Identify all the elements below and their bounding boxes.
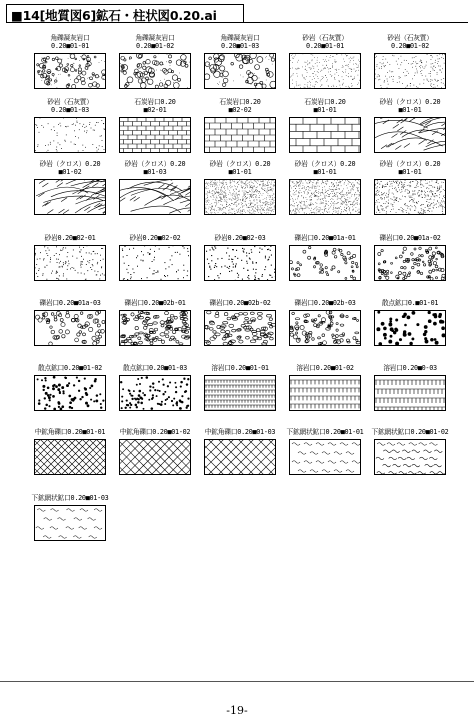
stipple-coarse-pattern-swatch <box>374 179 446 215</box>
pattern-swatch-cell <box>30 420 110 480</box>
pattern-label: 下鉱網状鉱口0.20■01-01 <box>286 428 364 436</box>
pattern-swatch-cell <box>115 160 195 220</box>
pattern-swatch-cell <box>370 291 450 351</box>
pattern-swatch-cell <box>285 356 365 416</box>
pattern-swatch-cell <box>115 98 195 158</box>
pattern-swatch-cell <box>200 291 280 351</box>
pattern-swatch-cell <box>200 34 280 94</box>
pattern-swatch-cell <box>30 356 110 416</box>
pattern-label: 砂岩（石灰質） <box>387 34 433 42</box>
stipple-medium-pattern-swatch <box>289 179 361 215</box>
sand-fine-alt-pattern-swatch <box>374 53 446 89</box>
pattern-code: ■01-01 <box>313 106 337 114</box>
pattern-code: ■02-02 <box>228 106 252 114</box>
pattern-code: ■01-01 <box>398 106 422 114</box>
pattern-swatch-cell <box>115 291 195 351</box>
pattern-label: 礫岩口0.20■02b-03 <box>294 299 356 307</box>
pattern-code: 0.20■01-03 <box>51 106 89 114</box>
pattern-code: ■01-01 <box>398 168 422 176</box>
pattern-label: 角礫凝灰岩口 <box>135 34 175 42</box>
pattern-label: 砂岩0.20■02-02 <box>129 234 181 242</box>
pattern-swatch-cell <box>200 226 280 286</box>
pattern-code: ■01-01 <box>228 168 252 176</box>
pattern-label: 石炭岩口0.20 <box>219 98 261 106</box>
crosshatch-fine-pattern-swatch <box>34 439 106 475</box>
pebbles-mixed-pattern-swatch <box>289 310 361 346</box>
conglomerate-small-pattern-swatch <box>34 53 106 89</box>
pebbles-circles-pattern-swatch <box>34 310 106 346</box>
pattern-swatch-cell <box>115 34 195 94</box>
pebbles-dense-pattern-swatch <box>374 245 446 281</box>
dots-small-pattern-swatch <box>34 245 106 281</box>
pattern-label: 砂岩（クロス）0.20 <box>124 160 186 168</box>
pattern-code: ■01-01 <box>313 168 337 176</box>
pattern-label: 砂岩（クロス）0.20 <box>39 160 101 168</box>
page-number: -19- <box>226 704 248 717</box>
pattern-swatch-cell <box>370 160 450 220</box>
pattern-swatch-cell <box>370 226 450 286</box>
pattern-label: 礫岩口0.20■02b-01 <box>124 299 186 307</box>
pebbles-small-pattern-swatch <box>289 245 361 281</box>
pattern-label: 中鉱角礫口0.20■01-01 <box>34 428 106 436</box>
pattern-label: 礫岩口0.20■01a-03 <box>39 299 101 307</box>
pattern-label: 散点鉱口0.■01-01 <box>381 299 439 307</box>
pattern-swatch-cell <box>30 160 110 220</box>
brick-medium-pattern-swatch <box>204 117 276 153</box>
tick-rows-offset-pattern-swatch <box>374 375 446 411</box>
pattern-swatch-cell <box>200 420 280 480</box>
cross-bedded-sparse-pattern-swatch <box>119 179 191 215</box>
pattern-label: 溶岩口0.20■01-02 <box>296 364 354 372</box>
pattern-label: 中鉱角礫口0.20■01-02 <box>119 428 191 436</box>
document-title: ■14[地質図6]鉱石・柱状図0.20.ai <box>11 8 217 23</box>
pattern-swatch-cell <box>200 356 280 416</box>
sand-sparse-pattern-swatch <box>34 117 106 153</box>
pattern-code: ■02-01 <box>143 106 167 114</box>
pattern-label: 下鉱網状鉱口0.20■01-02 <box>371 428 449 436</box>
pebbles-oval-pattern-swatch <box>204 310 276 346</box>
pattern-label: 砂岩（石灰質） <box>302 34 348 42</box>
pattern-label: 散点鉱口0.20■01-02 <box>38 364 102 372</box>
pattern-code: 0.20■01-02 <box>391 42 429 50</box>
pattern-label: 砂岩（石灰質） <box>47 98 93 106</box>
conglomerate-medium-pattern-swatch <box>119 53 191 89</box>
dots-medium-pattern-swatch <box>204 245 276 281</box>
crosshatch-coarse-pattern-swatch <box>204 439 276 475</box>
pattern-label: 砂岩（クロス）0.20 <box>379 98 441 106</box>
wave-marks-pattern-swatch <box>289 439 361 475</box>
sand-fine-pattern-swatch <box>289 53 361 89</box>
black-dots-dense-pattern-swatch <box>119 375 191 411</box>
black-dots-large-pattern-swatch <box>374 310 446 346</box>
pattern-swatch-cell <box>30 34 110 94</box>
pattern-label: 砂岩0.20■02-01 <box>44 234 96 242</box>
pattern-swatch-cell <box>115 356 195 416</box>
pattern-swatch-cell <box>115 226 195 286</box>
black-dots-medium-pattern-swatch <box>34 375 106 411</box>
dots-sparse-pattern-swatch <box>119 245 191 281</box>
pattern-code: 0.20■01-02 <box>136 42 174 50</box>
pattern-label: 中鉱角礫口0.20■01-03 <box>204 428 276 436</box>
tick-rows-sparse-pattern-swatch <box>289 375 361 411</box>
brick-small-pattern-swatch <box>119 117 191 153</box>
pattern-code: 0.20■01-01 <box>51 42 89 50</box>
pattern-swatch-cell <box>285 420 365 480</box>
pattern-label: 溶岩口0.20■01-01 <box>211 364 269 372</box>
pattern-label: 砂岩（クロス）0.20 <box>294 160 356 168</box>
crosshatch-medium-pattern-swatch <box>119 439 191 475</box>
pattern-label: 礫岩口0.20■01a-02 <box>379 234 441 242</box>
brick-large-pattern-swatch <box>289 117 361 153</box>
pattern-label: 角礫凝灰岩口 <box>220 34 260 42</box>
pattern-label: 石炭岩口0.20 <box>304 98 346 106</box>
pattern-swatch-cell <box>30 98 110 158</box>
stipple-dense-pattern-swatch <box>204 179 276 215</box>
cross-bedded-pattern-swatch <box>374 117 446 153</box>
pattern-code: 0.20■01-03 <box>221 42 259 50</box>
pattern-label: 砂岩（クロス）0.20 <box>209 160 271 168</box>
wave-marks-alt-pattern-swatch <box>374 439 446 475</box>
pattern-code: ■01-02 <box>58 168 82 176</box>
pattern-swatch-cell <box>30 291 110 351</box>
pattern-label: 角礫凝灰岩口 <box>50 34 90 42</box>
pattern-swatch-cell <box>30 486 110 546</box>
pebbles-packed-pattern-swatch <box>119 310 191 346</box>
cross-bedded-dense-pattern-swatch <box>34 179 106 215</box>
pattern-swatch-cell <box>370 356 450 416</box>
pattern-swatch-cell <box>370 420 450 480</box>
conglomerate-large-pattern-swatch <box>204 53 276 89</box>
pattern-swatch-cell <box>285 226 365 286</box>
pattern-label: 散点鉱口0.20■01-03 <box>123 364 187 372</box>
pattern-swatch-cell <box>285 160 365 220</box>
pattern-swatch-cell <box>285 98 365 158</box>
pattern-swatch-cell <box>285 291 365 351</box>
pattern-label: 礫岩口0.20■01a-01 <box>294 234 356 242</box>
pattern-code: 0.20■01-01 <box>306 42 344 50</box>
pattern-label: 砂岩0.20■02-03 <box>214 234 266 242</box>
pattern-label: 下鉱網状鉱口0.20■01-03 <box>31 494 109 502</box>
footer-rule <box>0 681 474 682</box>
pattern-swatch-cell <box>200 160 280 220</box>
pattern-label: 礫岩口0.20■02b-02 <box>209 299 271 307</box>
wave-marks-sparse-pattern-swatch <box>34 505 106 541</box>
pattern-swatch-cell <box>115 420 195 480</box>
pattern-swatch-cell <box>30 226 110 286</box>
pattern-swatch-cell <box>200 98 280 158</box>
pattern-swatch-cell <box>285 34 365 94</box>
pattern-swatch-cell <box>370 34 450 94</box>
pattern-label: 砂岩（クロス）0.20 <box>379 160 441 168</box>
document-title-box <box>6 4 244 23</box>
pattern-label: 石炭岩口0.20 <box>134 98 176 106</box>
pattern-code: ■01-03 <box>143 168 167 176</box>
pattern-swatch-cell <box>370 98 450 158</box>
pattern-label: 溶岩口0.20■0-03 <box>383 364 437 372</box>
tick-rows-pattern-swatch <box>204 375 276 411</box>
title-underline <box>244 22 468 23</box>
